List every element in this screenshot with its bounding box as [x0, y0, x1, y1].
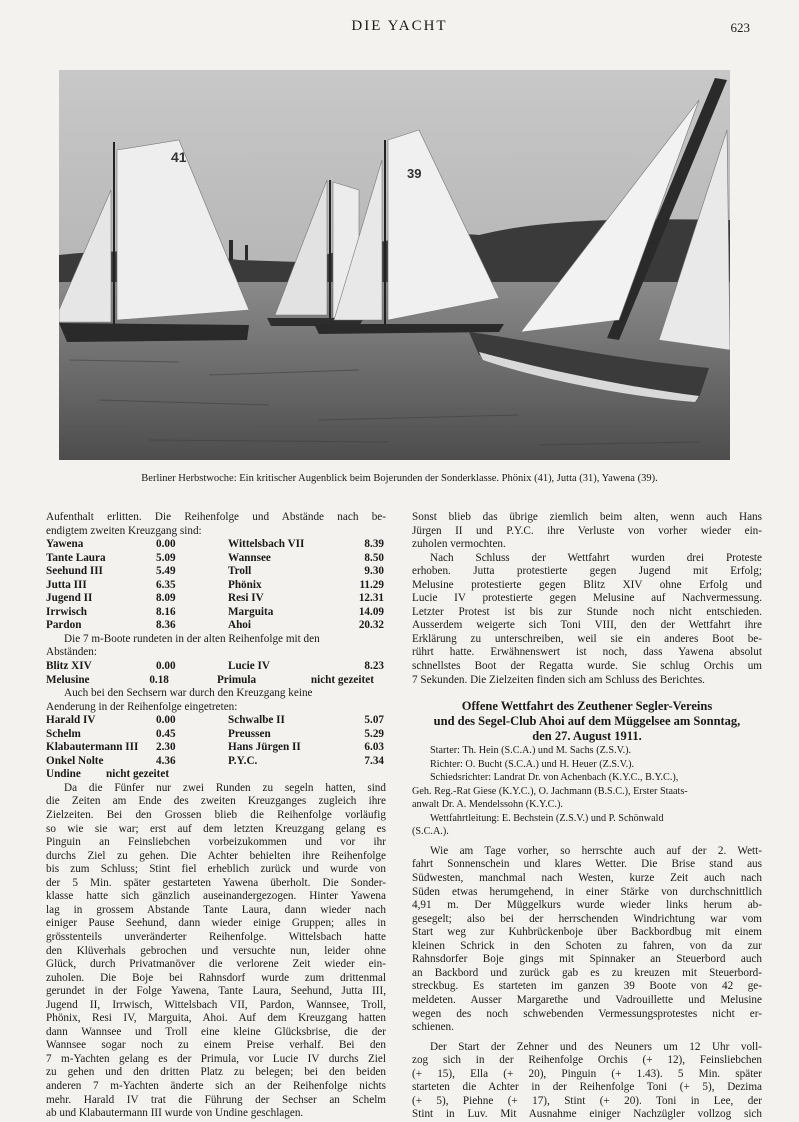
sail-number-41: 41	[171, 149, 187, 165]
officials-list: Starter: Th. Hein (S.C.A.) und M. Sachs (Z.S.V.). Richter: O. Bucht (S.C.A.) und H. Heuer (Z.S.V.). Schiedsrichter: Landrat Dr. von Achenbach (K.Y.C., B.Y.C.), Geh. Reg.-Rat Giese (K.Y.C.), O. Jachmann (B.S.C.), Erster Staats- anwalt Dr. A. Mendelssohn (K.Y.C.). Wettfahrtleitung: E. Bechstein (Z.S.V.) und P. Schönwald (S.C.A.).	[412, 745, 688, 838]
text-line: Aufenthalt erlitten. Die Reihenfolge und Abstände nach be-	[46, 511, 386, 523]
standings-table-6m	[46, 714, 386, 782]
body-paragraph: Sonst blieb das übrige ziemlich beim alten, wenn auch Hans Jürgen II und P.Y.C. ihre Verluste von vorher wieder ein- zuholen vermochten. Nach Schluss der Wettfahrt wurden drei Proteste erhoben. Jutta protestierte gegen Jugend mit Erfolg; Melusine protestierte gegen Blitz XIV ohne Erfolg und Lucie IV protestierte gegen Melusine auf Nachvermessung. Letzter Protest ist bis zur Stunde noch nicht entschieden. Ausserdem weigerte sich Toni VIII, den der Wettfahrt ihre Erklärung zu unterschreiben, weil sie ein anderes Boot be- rührt hatte. Erwähnenswert ist noch, dass Yawena absolut schnellstes Boot der Regatta wurde. Sie schlug Orchis um 7 Sekunden. Die Zielzeiten finden sich am Schluss des Berichtes.	[412, 511, 762, 686]
table-row: Blitz XIV 0.00 Lucie IV 8.23	[46, 660, 384, 673]
table-row: Jugend II 8.09 Resi IV 12.31	[46, 592, 384, 605]
page-number: 623	[730, 20, 750, 35]
text-line: Auch bei den Sechsern war durch den Kreuzgang keine	[64, 687, 313, 700]
sail-number-39: 39	[407, 166, 422, 181]
running-header-title: DIE YACHT	[351, 18, 448, 34]
standings-table-7m	[46, 660, 386, 687]
sailing-photo	[59, 70, 730, 460]
body-paragraph: Wie am Tage vorher, so herrschte auch auf der 2. Wett- fahrt Sonnenschein und klares Wetter. Die Brise stand aus Südwesten, manchmal nach Westen, kurze Zeit auch nach Süden etwas herumgehend, in einer Stärke von durchschnittlich 4,91 m. Der Müggelkurs wurde wieder links herum ab- gesegelt; also bei der herrschenden Windrichtung war vom Start weg zur Kuhbrückenboje über Backbordbug mit einem kleinen Schrick in den Schoten zu fahren, von da zur Rahnsdorfer Boje gings mit Spinnaker an Steuerbord auch an Backbord und zurück gab es zu kreuzen mit Steuerbord- streckbug. Es starteten im ganzen 39 Boote von 42 ge- meldeten. Ausser Margarethe und Vadrouillette und Melusine wegen des noch schwebenden Vermessungsprotestes nicht er- schienen.	[412, 844, 762, 1034]
table-row: Klabautermann III 2.30 Hans Jürgen II 6.03	[46, 741, 384, 754]
right-column	[412, 511, 762, 1122]
left-column	[46, 511, 386, 1121]
body-paragraph: Der Start der Zehner und des Neuners um 12 Uhr voll- zog sich in der Reihenfolge Orchis (+ 12), Feinsliebchen (+ 15), Ella (+ 20), Pinguin (+ 1.43). 5 Min. später starteten die Achter in der Reihenfolge Toni (+ 5), Dezima (+ 5), Piehne (+ 17), Stint (+ 20). Toni in Lee, der Stint in Luv. Mit Ausnahme einiger Nachzügler vollzog sich	[412, 1040, 762, 1121]
standings-table-sonderklasse	[46, 538, 386, 633]
table-row: Schelm 0.45 Preussen 5.29	[46, 727, 384, 740]
table-row: Harald IV 0.00 Schwalbe II 5.07	[46, 714, 384, 727]
text-line: Aenderung in der Reihenfolge eingetreten:	[46, 700, 238, 713]
table-row: Irrwisch 8.16 Marguita 14.09	[46, 605, 384, 618]
table-row: Melusine 0.18 Primula nicht gezeitet	[46, 673, 374, 686]
text-line: Die 7 m-Boote rundeten in der alten Reihenfolge mit den	[64, 632, 320, 645]
table-row: Pardon 8.36 Ahoi 20.32	[46, 619, 384, 632]
table-row: Undine nicht gezeitet	[46, 768, 170, 781]
table-row: Yawena 0.00 Wittelsbach VII 8.39	[46, 538, 384, 551]
table-row: Onkel Nolte 4.36 P.Y.C. 7.34	[46, 754, 384, 767]
table-row: Seehund III 5.49 Troll 9.30	[46, 565, 384, 578]
photo-caption: Berliner Herbstwoche: Ein kritischer Augenblick beim Bojerunden der Sonderklasse. Phönix (41), Jutta (31), Yawena (39).	[141, 473, 658, 484]
body-paragraph: Da die Fünfer nur zwei Runden zu segeln hatten, sind die Zeiten am Ende des zweiten Kreuzganges zugleich ihre Zielzeiten. Bei den Grossen blieb die Reihenfolge vorläufig so wie sie war; erst auf dem letzten Kreuzgang gelang es Pinguin an Feinsliebchen vorbeizukommen und vor ihr durchs Ziel zu gehen. Die Achter behielten ihre Reihenfolge bis zum Schluss; Stint fiel erheblich zurück und wurde von der 5 Min. später gestarteten Yawena überholt. Die Sonder- klasse hatte sich gänzlich auseinandergezogen. Hinter Yawena lag in grossem Abstande Tante Laura, dann wieder nach einiger Pause Seehund, dann wieder einige Gruppen; alles in grösstenteils unveränderter Reihenfolge. Wittelsbach hatte den Klüverhals gebrochen und versuchte nun, leider ohne Glück, durch Privatmanöver die verlorene Zeit wieder ein- zuholen. Die Boje bei Rahnsdorf wurde zum drittenmal gerundet in der Folge Yawena, Tante Laura, Seehund, Jutta III, Jugend II, Irrwisch, Wittelsbach VII, Pardon, Wannsee, Troll, Phönix, Resi IV, Marguita, Ahoi. Auf dem Kreuzgang hatten dann Wannsee und Troll eine kleine Glücksbrise, die der Wannsee sogar noch zu einem Preise verhalf. Bei den 7 m-Yachten gelang es der Primula, vor Lucie IV durchs Ziel zu gehen und den dritten Platz zu belegen; bei den beiden anderen 7 m-Yachten änderte sich an der Reihenfolge nichts mehr. Harald IV trat die Führung der Sechser an Schelm ab und Klabautermann III wurde von Undine geschlagen.	[46, 781, 386, 1120]
table-row: Tante Laura 5.09 Wannsee 8.50	[46, 551, 384, 564]
text-line: endigtem zweiten Kreuzgang sind:	[46, 524, 202, 537]
table-row: Jutta III 6.35 Phönix 11.29	[46, 578, 384, 591]
section-heading: Offene Wettfahrt des Zeuthener Segler-Vereins und des Segel-Club Ahoi auf dem Müggelsee am Sonntag, den 27. August 1911.	[433, 699, 741, 744]
text-line: Abständen:	[46, 646, 97, 659]
